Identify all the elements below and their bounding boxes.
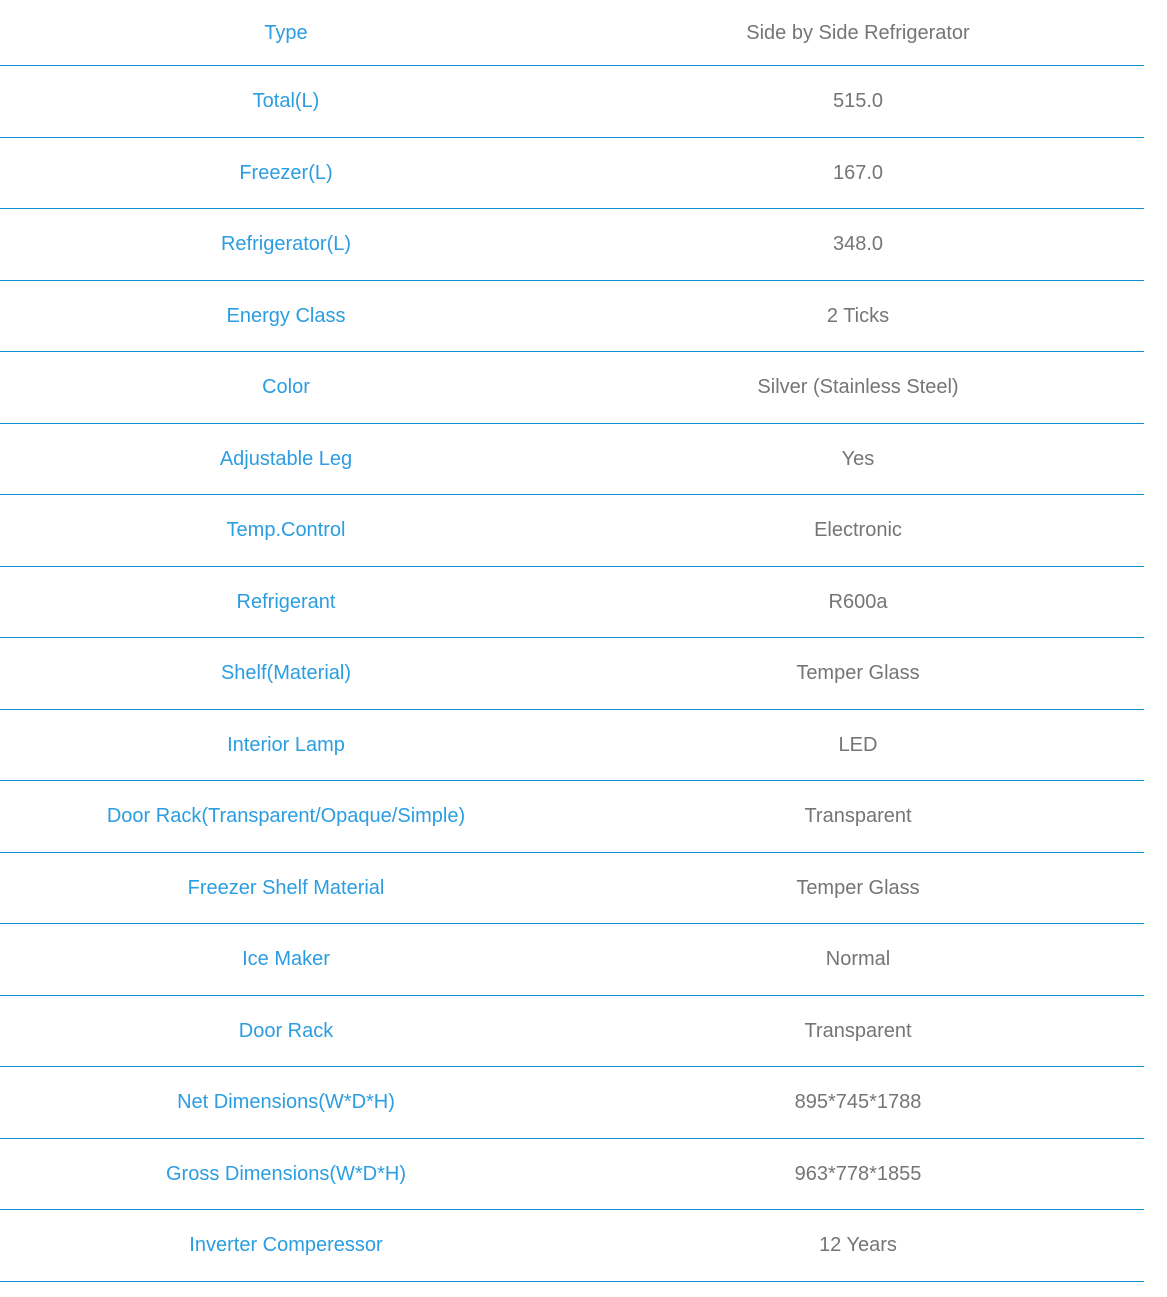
spec-value: Transparent (804, 805, 912, 828)
spec-value: R600a (828, 590, 888, 613)
spec-label: Door Rack(Transparent/Opaque/Simple) (106, 805, 466, 828)
spec-row-inverter-compressor (0, 1210, 1144, 1282)
spec-row-ice-maker (0, 924, 1144, 996)
spec-label: Net Dimensions(W*D*H) (177, 1091, 395, 1114)
spec-row-temp-control (0, 495, 1144, 567)
spec-row-refrigerator-l (0, 209, 1144, 281)
spec-value: 2 Ticks (826, 304, 890, 327)
spec-label: Gross Dimensions(W*D*H) (165, 1162, 407, 1185)
spec-row-shelf-material (0, 638, 1144, 710)
spec-label: Temp.Control (226, 519, 346, 542)
spec-label: Freezer(L) (239, 161, 333, 184)
spec-label: Ice Maker (242, 948, 330, 971)
spec-label: Refrigerator(L) (220, 233, 352, 256)
spec-label: Total(L) (252, 90, 320, 113)
spec-label: Interior Lamp (227, 733, 345, 756)
spec-label: Refrigerant (236, 590, 336, 613)
spec-row-total-l (0, 66, 1144, 138)
spec-value: 963*778*1855 (794, 1162, 922, 1185)
spec-row-color (0, 352, 1144, 424)
spec-value: Temper Glass (796, 662, 920, 685)
spec-label: Type (264, 21, 308, 44)
spec-row-freezer-shelf-material (0, 853, 1144, 925)
spec-label: Shelf(Material) (220, 662, 352, 685)
spec-label: Adjustable Leg (219, 447, 353, 470)
spec-value: LED (838, 733, 878, 756)
spec-row-refrigerant (0, 567, 1144, 639)
spec-row-adjustable-leg (0, 424, 1144, 496)
spec-value: 167.0 (832, 161, 884, 184)
spec-row-door-rack (0, 996, 1144, 1068)
spec-row-door-rack-type (0, 781, 1144, 853)
spec-label: Inverter Comperessor (189, 1234, 383, 1257)
spec-value: Normal (825, 948, 891, 971)
spec-label: Freezer Shelf Material (187, 876, 385, 899)
spec-row-net-dimensions (0, 1067, 1144, 1139)
spec-row-freezer-l (0, 138, 1144, 210)
spec-row-type (0, 0, 1144, 66)
spec-value: Electronic (814, 519, 902, 542)
spec-value: Yes (841, 447, 875, 470)
spec-value: Transparent (804, 1019, 912, 1042)
spec-label: Door Rack (238, 1019, 334, 1042)
spec-value: 12 Years (819, 1234, 897, 1257)
spec-value: Side by Side Refrigerator (746, 21, 970, 44)
spec-row-gross-dimensions (0, 1139, 1144, 1211)
spec-label: Color (262, 376, 310, 399)
spec-row-energy-class (0, 281, 1144, 353)
spec-value: 895*745*1788 (794, 1091, 922, 1114)
spec-value: Silver (Stainless Steel) (757, 376, 959, 399)
spec-value: Temper Glass (796, 876, 920, 899)
spec-row-interior-lamp (0, 710, 1144, 782)
spec-value: 515.0 (832, 90, 884, 113)
spec-value: 348.0 (832, 233, 884, 256)
spec-label: Energy Class (226, 304, 346, 327)
